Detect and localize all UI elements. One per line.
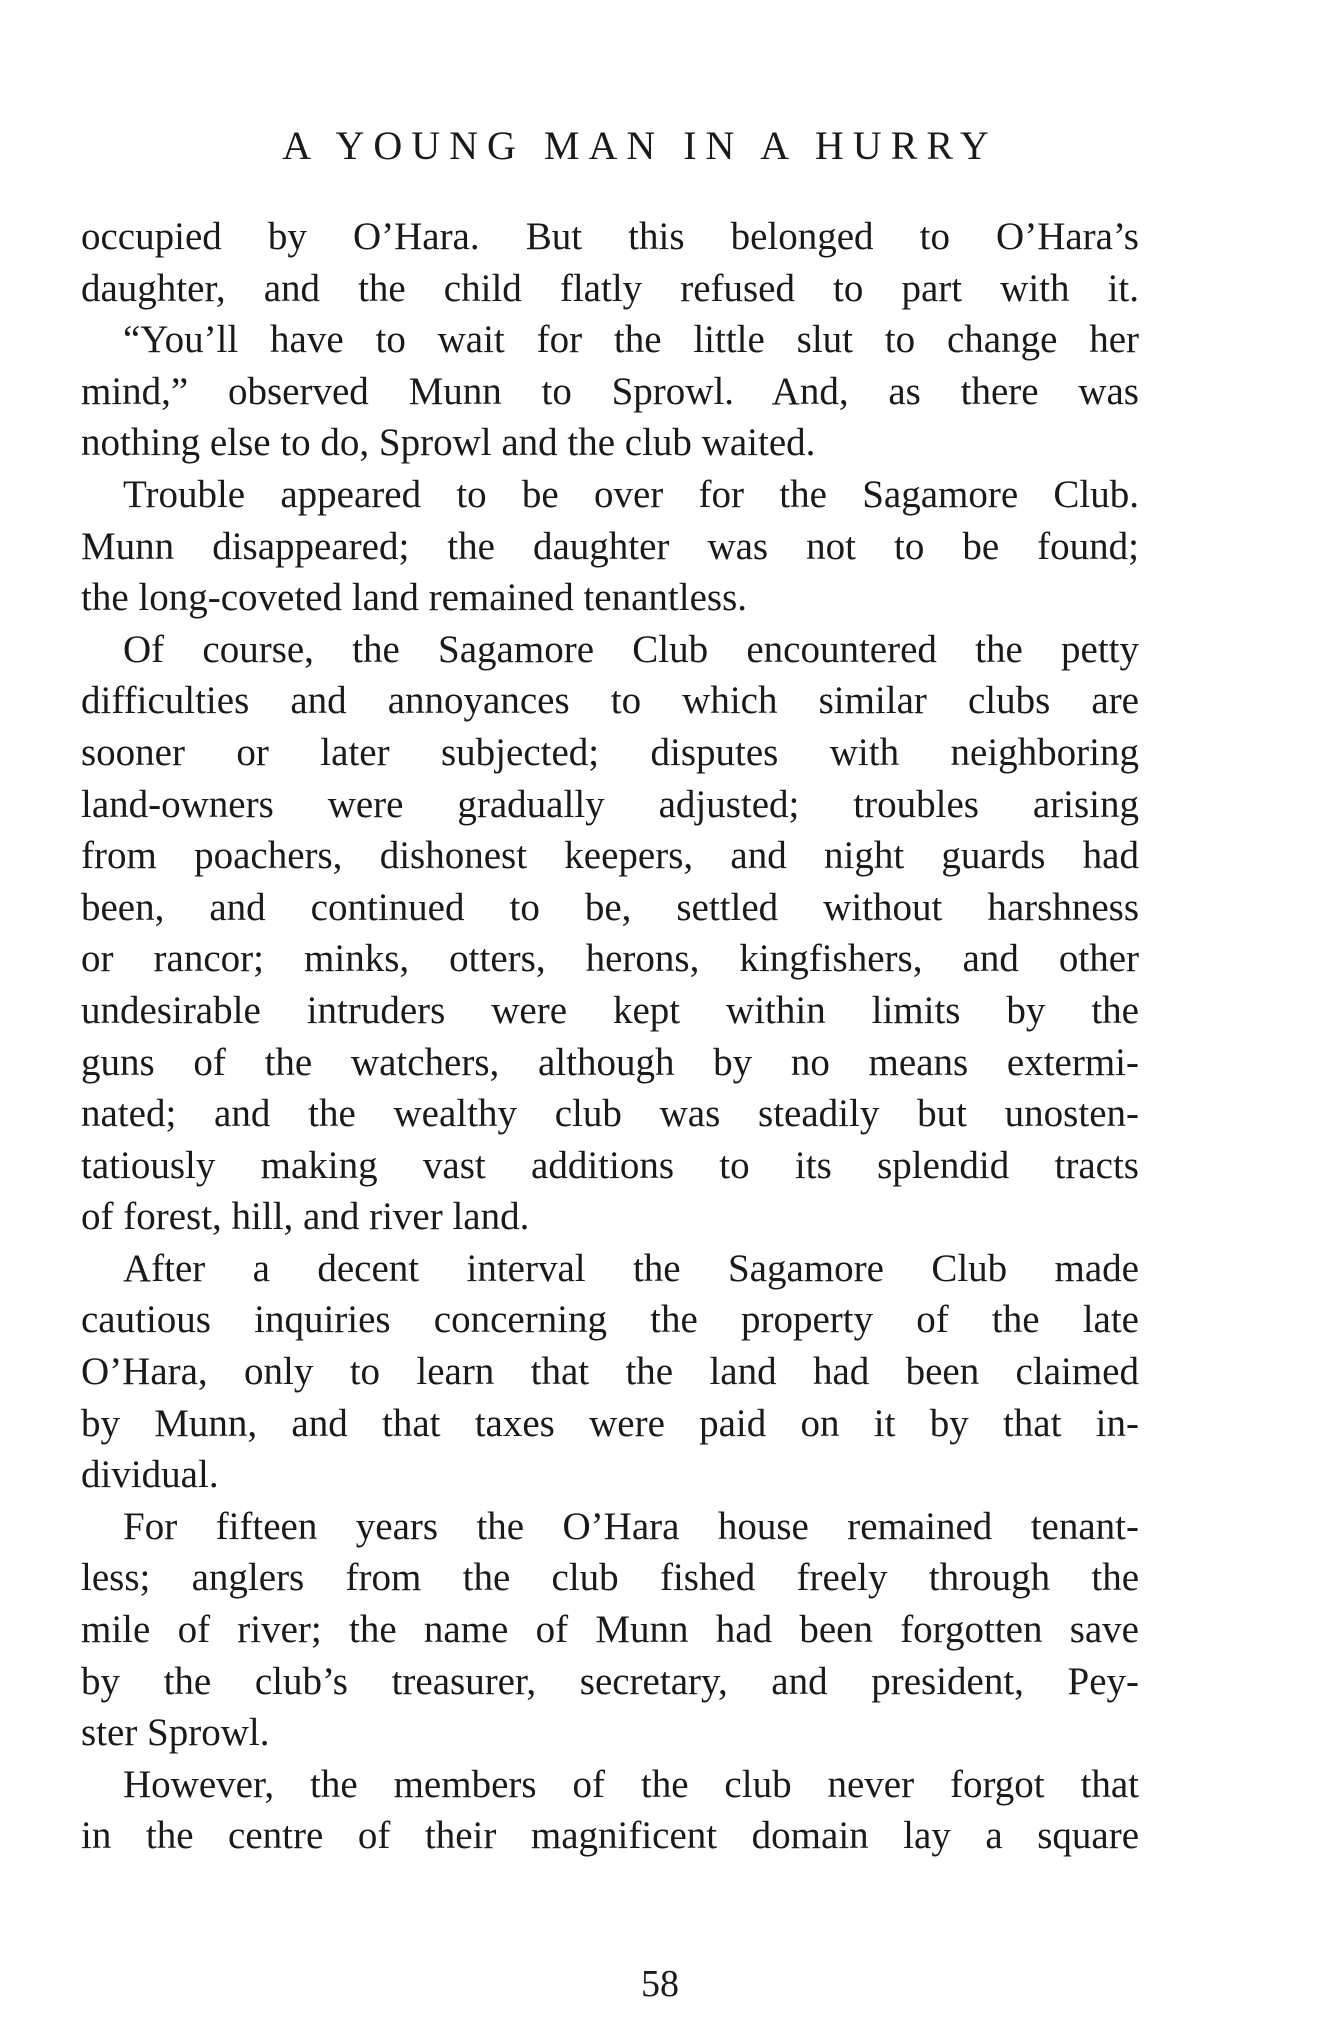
text-line: After a decent interval the Sagamore Club made [123, 1246, 1139, 1290]
text-line: Trouble appeared to be over for the Sagamore Club. [123, 472, 1139, 516]
text-line: undesirable intruders were kept within limits by the [81, 988, 1139, 1032]
text-line: cautious inquiries concerning the property of the late [81, 1298, 1139, 1342]
text-line: nothing else to do, Sprowl and the club waited. [81, 421, 816, 465]
text-line: mile of river; the name of Munn had been forgotten save [81, 1608, 1139, 1652]
text-line: Munn disappeared; the daughter was not to be found; [81, 524, 1139, 568]
text-line: guns of the watchers, although by no means extermi- [81, 1040, 1139, 1084]
body-text [81, 211, 1139, 1862]
text-line: land-owners were gradually adjusted; troubles arising [81, 782, 1139, 826]
text-line: nated; and the wealthy club was steadily but unosten- [81, 1092, 1139, 1136]
text-line: difficulties and annoyances to which similar clubs are [81, 679, 1139, 723]
text-line: from poachers, dishonest keepers, and night guards had [81, 834, 1139, 878]
text-line: been, and continued to be, settled without harshness [81, 885, 1139, 929]
text-line: or rancor; minks, otters, herons, kingfishers, and other [81, 937, 1139, 981]
text-line: in the centre of their magnificent domain lay a square [81, 1814, 1139, 1858]
running-head: A YOUNG MAN IN A HURRY [282, 123, 998, 168]
text-line: mind,” observed Munn to Sprowl. And, as there was [81, 369, 1139, 413]
text-line: O’Hara, only to learn that the land had been claimed [81, 1350, 1139, 1394]
text-line: occupied by O’Hara. But this belonged to O’Hara’s [81, 215, 1139, 258]
text-line: by Munn, and that taxes were paid on it by that in- [81, 1401, 1139, 1445]
text-line: tatiously making vast additions to its splendid tracts [81, 1143, 1139, 1187]
text-line: For fifteen years the O’Hara house remained tenant- [123, 1504, 1139, 1548]
text-line: the long-coveted land remained tenantless. [81, 576, 748, 620]
text-line: less; anglers from the club fished freely through the [81, 1556, 1139, 1600]
text-line: of forest, hill, and river land. [81, 1195, 530, 1239]
text-line: ster Sprowl. [81, 1711, 270, 1755]
page-number: 58 [641, 1963, 679, 2005]
text-line: dividual. [81, 1453, 219, 1497]
text-line: “You’ll have to wait for the little slut to change her [123, 318, 1139, 362]
text-line: by the club’s treasurer, secretary, and president, Pey- [81, 1659, 1139, 1703]
text-line: However, the members of the club never forgot that [123, 1762, 1139, 1806]
text-line: daughter, and the child flatly refused to part with it. [81, 266, 1139, 310]
text-line: sooner or later subjected; disputes with neighboring [81, 730, 1139, 774]
text-line: Of course, the Sagamore Club encountered the petty [123, 627, 1139, 671]
